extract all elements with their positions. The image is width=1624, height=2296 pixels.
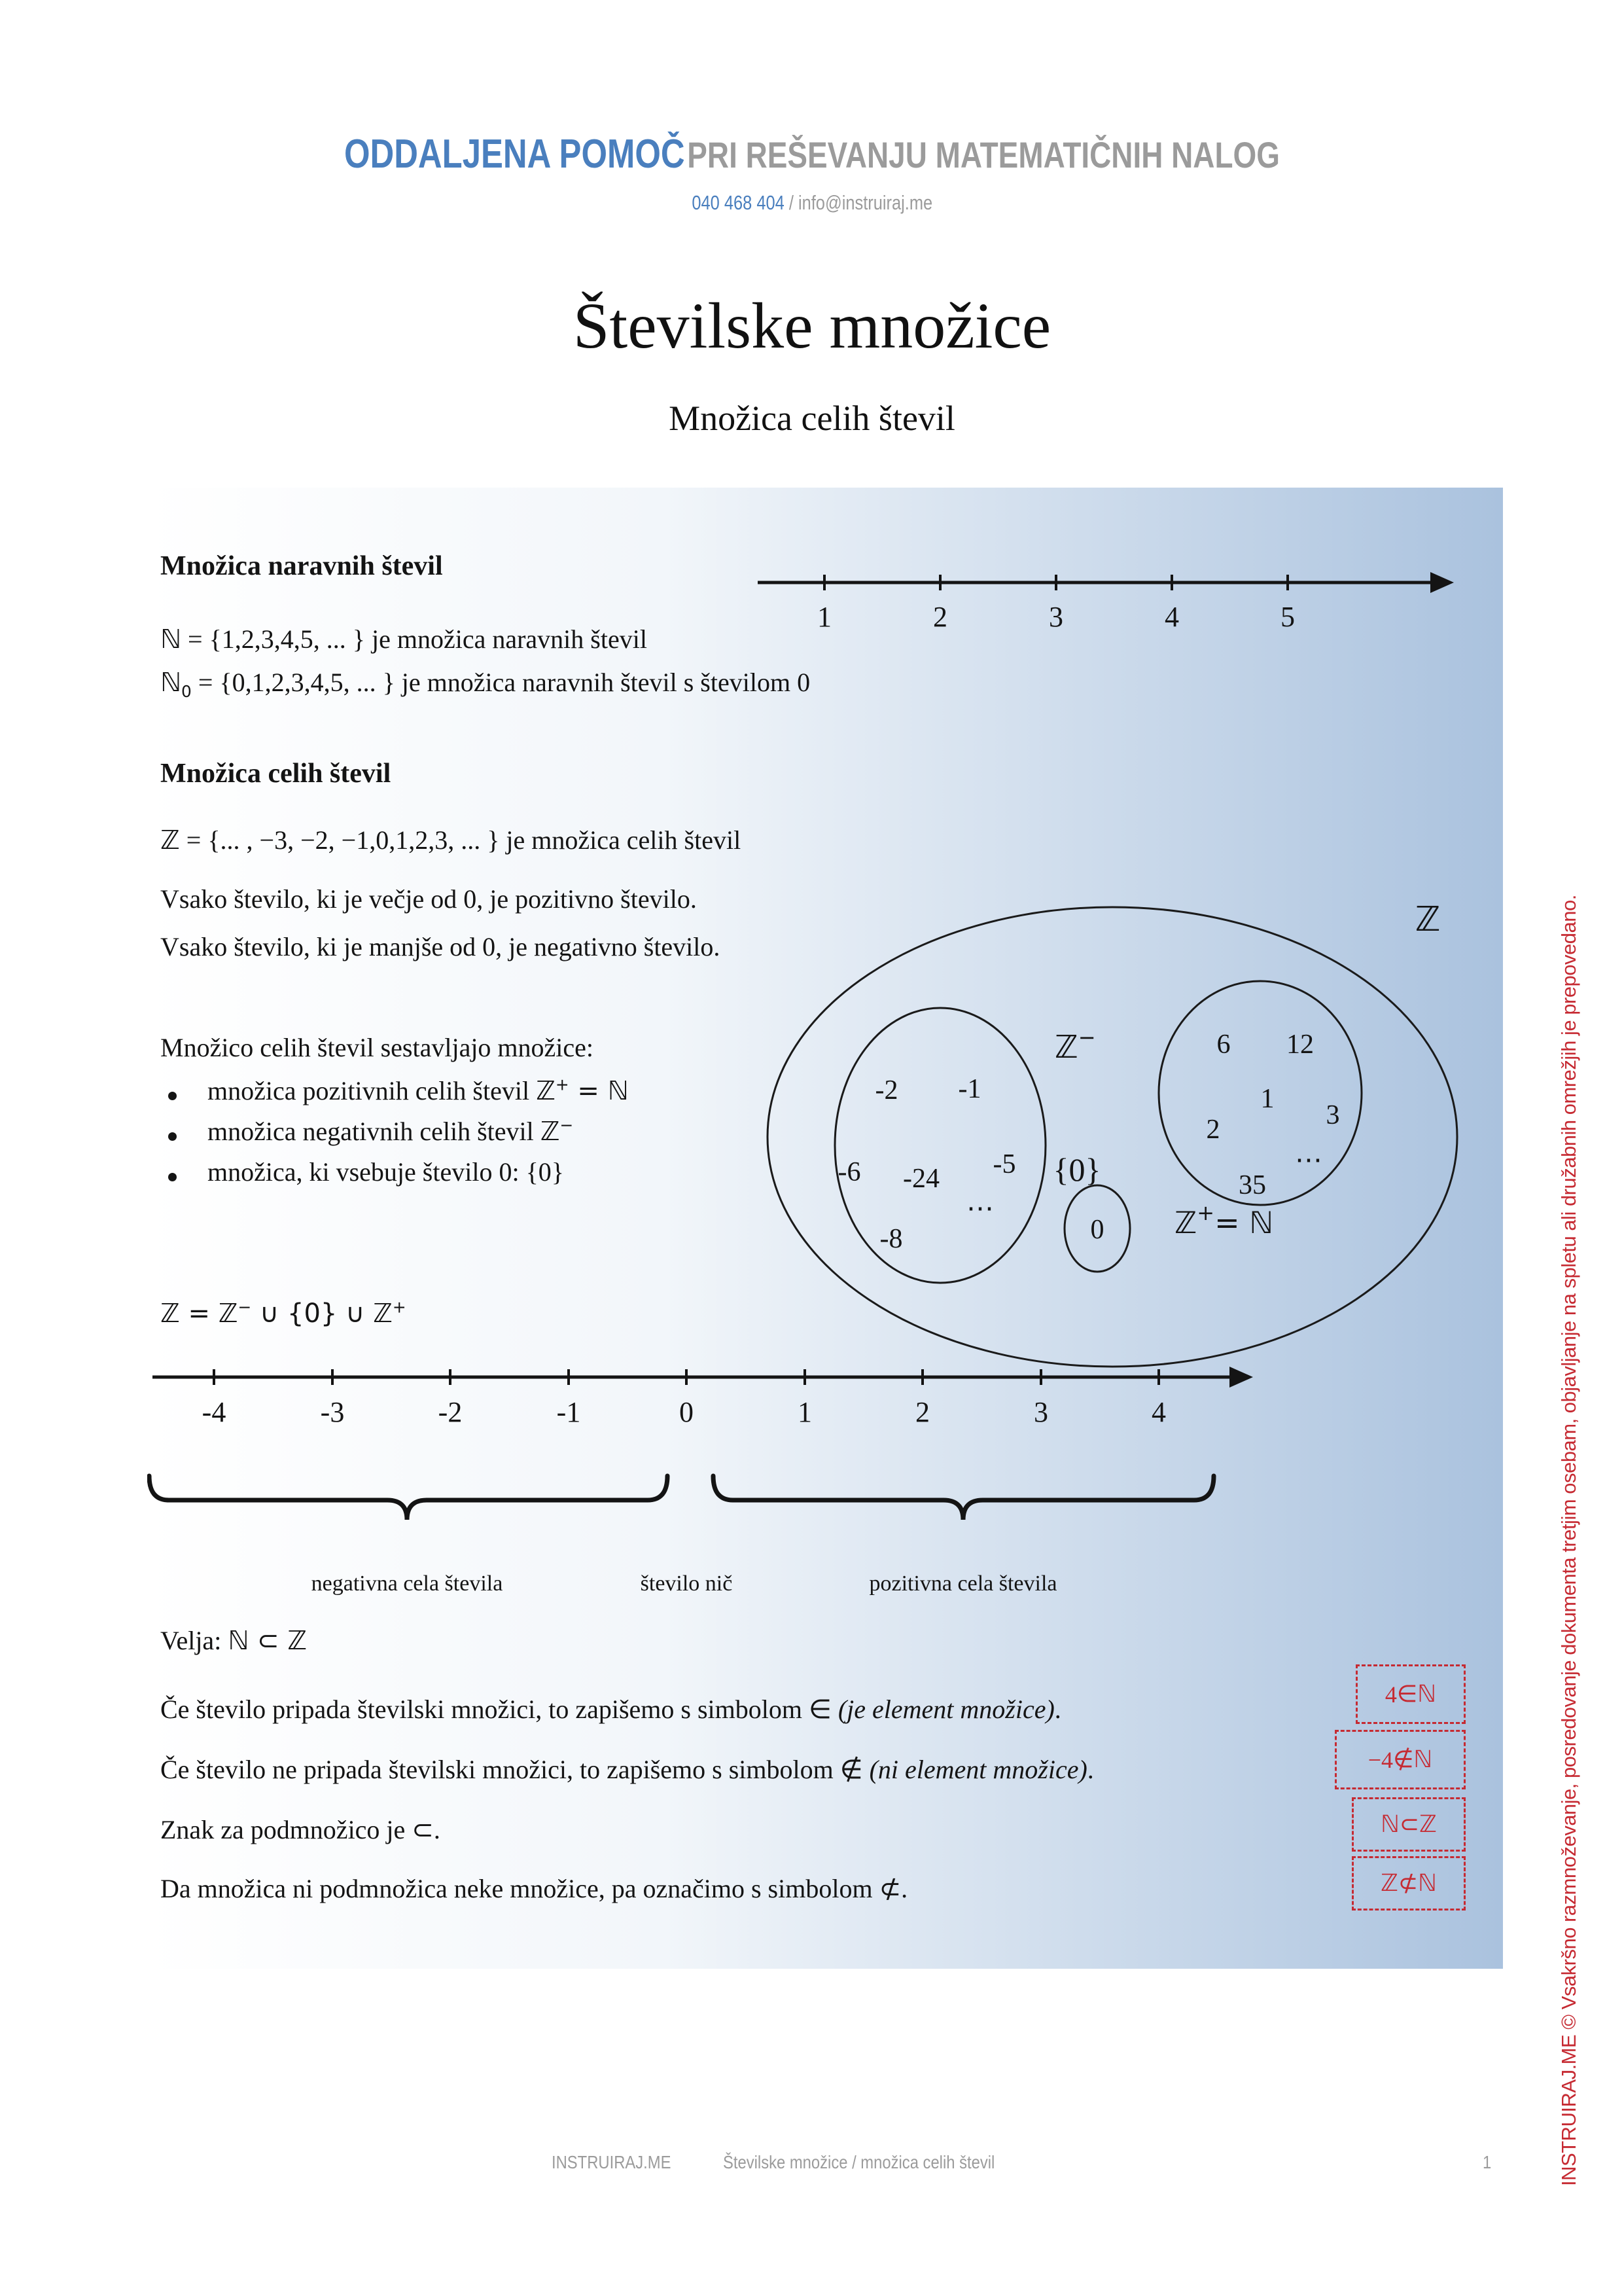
naturals0-definition-text: = {0,1,2,3,4,5, ... } je množica naravnih števil s številom 0 <box>191 668 811 697</box>
header-contact-line <box>0 191 1624 215</box>
numberline-naturals <box>752 553 1456 635</box>
venn-outer-label: ℤ <box>1415 900 1441 939</box>
numberline-integers <box>147 1348 1289 1604</box>
subset-symbol: ⊂ <box>412 1815 434 1845</box>
page-subtitle: Množica celih števil <box>669 399 955 438</box>
contact-separator: / <box>788 191 794 214</box>
venn-negative-numbers <box>838 1074 1016 1254</box>
venn-number: 2 <box>1206 1115 1220 1145</box>
naturals-definition-text: = {1,2,3,4,5, ... } je množica naravnih števil <box>181 624 647 654</box>
union-formula <box>160 1298 406 1329</box>
venn-number: -24 <box>903 1164 940 1194</box>
element-of-symbol: ∈ <box>808 1695 832 1725</box>
page-footer <box>0 2152 1624 2178</box>
venn-number: 3 <box>1326 1100 1340 1130</box>
venn-number: 1 <box>1260 1084 1275 1114</box>
tick-label: 2 <box>933 601 947 633</box>
statement-element: Če število pripada številski množici, to zapišemo s simbolom ∈ (je element množice). <box>160 1695 1061 1725</box>
tick-label: -1 <box>556 1396 581 1428</box>
example-box-element: 4 ∈ ℕ <box>1356 1664 1466 1724</box>
venn-positive-label: ℤ+= ℕ <box>1174 1200 1274 1240</box>
list-item <box>160 1116 629 1157</box>
brace-negative <box>149 1476 667 1520</box>
tick-label: 4 <box>1152 1396 1166 1428</box>
venn-ellipsis: ⋯ <box>966 1194 994 1224</box>
tick-label: 1 <box>798 1396 812 1428</box>
venn-zero-set-label: {0} <box>1053 1151 1101 1188</box>
integers-definition-text: = {... , −3, −2, −1,0,1,2,3, ... } je množica celih števil <box>179 825 741 855</box>
list-item <box>160 1157 629 1197</box>
tick-label: 3 <box>1034 1396 1048 1428</box>
negative-rule: Vsako število, ki je manjše od 0, je negativno število. <box>160 932 720 961</box>
content-sheet <box>147 488 1503 1969</box>
email-address: info@instruiraj.me <box>798 191 932 214</box>
venn-number: -5 <box>993 1149 1016 1179</box>
statement-not-subset: Da množica ni podmnožica neke množice, pa označimo s simbolom ⊄. <box>160 1874 908 1904</box>
statement-velja: Velja: ℕ ⊂ ℤ <box>160 1626 308 1656</box>
list-item-text: množica, ki vsebuje število 0: {0} <box>207 1157 564 1187</box>
page-title: Številske množice <box>573 289 1051 362</box>
example-box-not-element: −4 ∉ ℕ <box>1335 1730 1466 1789</box>
venn-number: -6 <box>838 1157 861 1187</box>
example-box-subset: ℕ ⊂ ℤ <box>1352 1797 1466 1852</box>
footer-doc-title: Številske množice / množica celih števil <box>723 2152 995 2172</box>
brace-positive <box>713 1476 1214 1520</box>
arrow-right-icon <box>1430 572 1454 593</box>
composition-intro: Množico celih števil sestavljajo množice: <box>160 1033 594 1062</box>
list-item-text: množica negativnih celih števil ℤ− <box>207 1115 574 1147</box>
tick-label: -2 <box>438 1396 463 1428</box>
copyright-watermark: INSTRUIRAJ.ME © Vsakršno razmnoževanje, posredovanje dokumenta tretjim osebam, objavljanje na spletu ali družabnih omrežjih je prepovedano. <box>1557 895 1580 2186</box>
set-n0-symbol: ℕ$_0$ <box>160 668 192 701</box>
naturals0-definition <box>160 667 811 701</box>
set-n-symbol: ℕ <box>160 624 182 655</box>
subset-relation: ℕ ⊂ ℤ <box>228 1626 308 1656</box>
arrow-right-icon <box>1229 1367 1253 1388</box>
tick-label: -3 <box>320 1396 345 1428</box>
tick-label: 1 <box>817 601 832 633</box>
brace-label-negative: negativna cela števila <box>311 1571 503 1596</box>
list-item-text: množica pozitivnih celih števil ℤ+ = ℕ <box>207 1075 629 1106</box>
venn-ellipsis: ⋯ <box>1295 1145 1322 1175</box>
set-z-symbol: ℤ <box>160 825 180 855</box>
brand-tagline: PRI REŠEVANJU MATEMATIČNIH NALOG <box>687 134 1280 175</box>
brace-labels <box>311 1571 1057 1596</box>
venn-number: 6 <box>1216 1030 1231 1060</box>
bullet-icon <box>168 1092 177 1100</box>
footer-page-number: 1 <box>1483 2152 1492 2172</box>
header-brand-line <box>0 131 1624 177</box>
brace-label-zero: število nič <box>640 1571 733 1596</box>
venn-number: -2 <box>875 1075 898 1105</box>
tick-label: 3 <box>1049 601 1063 633</box>
integers-heading: Množica celih števil <box>160 759 391 789</box>
bullet-icon <box>168 1132 177 1141</box>
tick-label: 4 <box>1165 601 1179 633</box>
statement-subset: Znak za podmnožico je ⊂. <box>160 1815 440 1845</box>
brace-label-positive: pozitivna cela števila <box>869 1571 1057 1596</box>
union-formula-text: ℤ = ℤ− ∪ {0} ∪ ℤ+ <box>160 1297 406 1329</box>
venn-negative-ellipse <box>835 1008 1046 1283</box>
venn-negative-label: ℤ− <box>1055 1025 1096 1066</box>
venn-number: 12 <box>1286 1030 1314 1060</box>
numberline-tick-labels <box>817 601 1295 633</box>
example-box-not-subset: ℤ ⊄ ℕ <box>1352 1856 1466 1910</box>
naturals-definition <box>160 624 647 655</box>
not-subset-symbol: ⊄ <box>879 1874 902 1904</box>
venn-positive-numbers <box>1207 1030 1340 1200</box>
tick-label: 0 <box>679 1396 694 1428</box>
venn-diagram <box>739 890 1479 1388</box>
naturals-heading: Množica naravnih števil <box>160 551 443 581</box>
integers-definition <box>160 825 741 855</box>
footer-brand: INSTRUIRAJ.ME <box>552 2152 671 2172</box>
phone-number: 040 468 404 <box>692 191 785 214</box>
composition-list <box>160 1075 629 1197</box>
list-item <box>160 1075 629 1116</box>
positive-rule: Vsako število, ki je večje od 0, je pozitivno število. <box>160 884 697 914</box>
statement-not-element: Če število ne pripada številski množici, to zapišemo s simbolom ∉ (ni element množice). <box>160 1755 1094 1785</box>
venn-number: 35 <box>1239 1170 1266 1200</box>
tick-label: 5 <box>1280 601 1295 633</box>
venn-number: -8 <box>879 1224 903 1254</box>
tick-label: 2 <box>915 1396 930 1428</box>
tick-label: -4 <box>202 1396 226 1428</box>
not-element-of-symbol: ∉ <box>839 1755 863 1785</box>
bullet-icon <box>168 1173 177 1181</box>
venn-zero-number: 0 <box>1090 1215 1104 1245</box>
brand-text: ODDALJENA POMOČ <box>344 132 685 177</box>
venn-number: -1 <box>958 1074 981 1104</box>
numberline-tick-labels <box>202 1396 1166 1428</box>
